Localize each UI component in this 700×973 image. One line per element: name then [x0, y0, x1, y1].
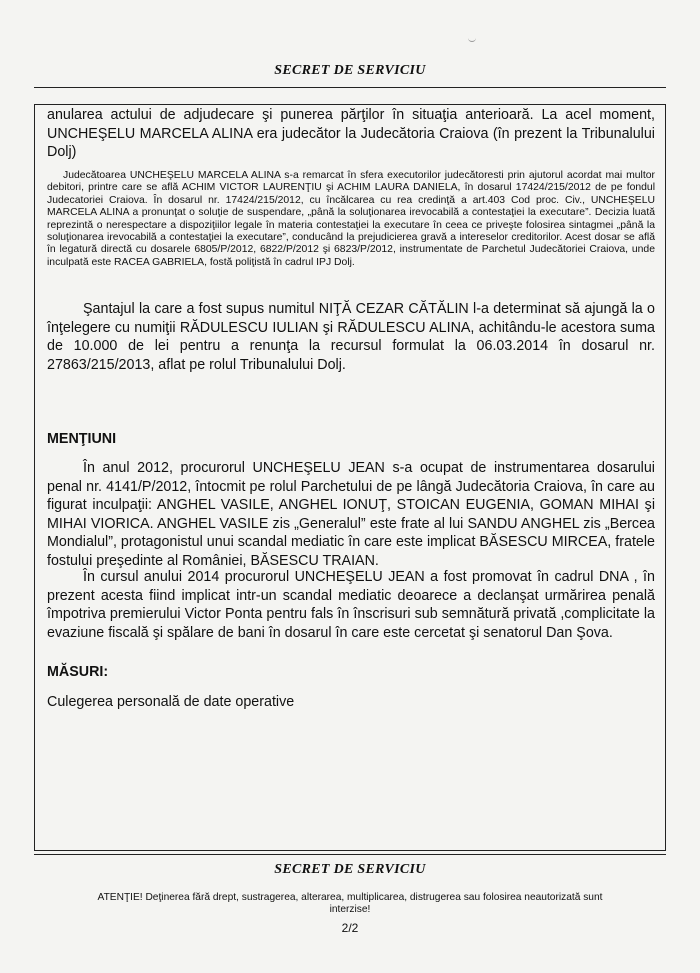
masuri-section	[47, 664, 655, 680]
paragraph-5: În cursul anului 2014 procurorul UNCHEŞELU JEAN a fost promovat în cadrul DNA , în prezent acesta fiind implicat intr-un scandal mediatic deoarece a declanşat urmărirea penală împotriva premierului Victor Ponta pentru fals în înscrisuri sub semnătură privată ,complicitate la evaziune fiscală şi spălare de bani în dosarul în care este cercetat şi senatorul Dan Şova.	[47, 569, 655, 641]
scan-mark	[468, 38, 476, 42]
paragraph-procuror-2012	[47, 459, 655, 571]
masuri-content	[47, 693, 655, 712]
paragraph-adjudecare	[47, 106, 655, 162]
paragraph-procuror-2014	[47, 568, 655, 642]
paragraph-judecatoarea	[47, 170, 655, 269]
header-rule	[34, 87, 666, 88]
page-number: 2/2	[341, 921, 359, 935]
footer-rule	[34, 854, 666, 855]
paragraph-santaj	[47, 300, 655, 374]
paragraph-3: Şantajul la care a fost supus numitul NIŢĂ CEZAR CĂTĂLIN l-a determinat să ajungă la o înţelegere cu numiţii RĂDULESCU IULIAN şi RĂDULESCU ALINA, achitându-le acestora suma de 10.000 de lei pentru a renunţa la recursul formulat la 06.03.2014 în dosarul nr. 27863/215/2013, aflat pe rolul Tribunalului Dolj.	[47, 301, 655, 373]
mentiuni-heading: MENŢIUNI	[47, 431, 117, 447]
paragraph-6: Culegerea personală de date operative	[47, 694, 295, 710]
footer-classification: SECRET DE SERVICIU	[274, 862, 426, 877]
header-classification: SECRET DE SERVICIU	[274, 63, 426, 78]
mentiuni-section	[47, 431, 655, 447]
paragraph-2: Judecătoarea UNCHEŞELU MARCELA ALINA s-a remarcat în sfera executorilor judecătoresti prin ajutorul acordat mai multor debitori, printre care se află ACHIM VICTOR LAURENŢIU şi ACHIM LAURA DANIELA, în dosarul 17424/215/2012 de pe fondul Judecatoriei Craiova. În dosarul nr. 17424/215/2012, cu încălcarea cu rea credinţă a art.403 Cod proc. Civ., UNCHEŞELU MARCELA ALINA a pronunţat o soluţie de suspendare, „până la soluţionarea irevocabilă a contestaţiei la executare”. Decizia luată reprezintă o nerespectare a dispoziţiilor legale în materia contestaţiei la executare în ceea ce priveşte folosirea sintagmei „până la soluţionarea irevocabilă a contestaţiei la executare”, conducând la prejudicierea gravă a intereselor creditorilor. Acest dosar se află în legatură directă cu dosarele 6805/P/2012, 6822/P/2012 şi 6823/P/2012, instrumentate de Parchetul Judecătoriei Craiova, unde inculpată este RACEA GABRIELA, fostă poliţistă în cadrul IPJ Dolj.	[47, 170, 655, 268]
paragraph-1: anularea actului de adjudecare şi punerea părţilor în situaţia anterioară. La acel moment, UNCHEŞELU MARCELA ALINA era judecător la Judecătoria Craiova (în prezent la Tribunalului Dolj)	[47, 107, 655, 161]
paragraph-4: În anul 2012, procurorul UNCHEŞELU JEAN s-a ocupat de instrumentarea dosarului penal nr. 4141/P/2012, întocmit pe rolul Parchetului de pe lângă Judecătoria Craiova, în care au figurat inculpaţii: ANGHEL VASILE, ANGHEL IONUŢ, STOICAN EUGENIA, GOMAN MIHAI şi MIHAI VIORICA. ANGHEL VASILE zis „Generalul” este frate al lui SANDU ANGHEL zis „Bercea Mondialul”, protagonistul unui scandal mediatic în care este implicat BĂSESCU MIRCEA, fratele fostului preşedinte al României, BĂSESCU TRAIAN.	[47, 460, 655, 569]
footer-warning: ATENŢIE! Deţinerea fără drept, sustragerea, alterarea, multiplicarea, distrugerea sau folosirea neautorizată sunt interzise!	[97, 892, 603, 915]
masuri-heading: MĂSURI:	[47, 664, 109, 680]
